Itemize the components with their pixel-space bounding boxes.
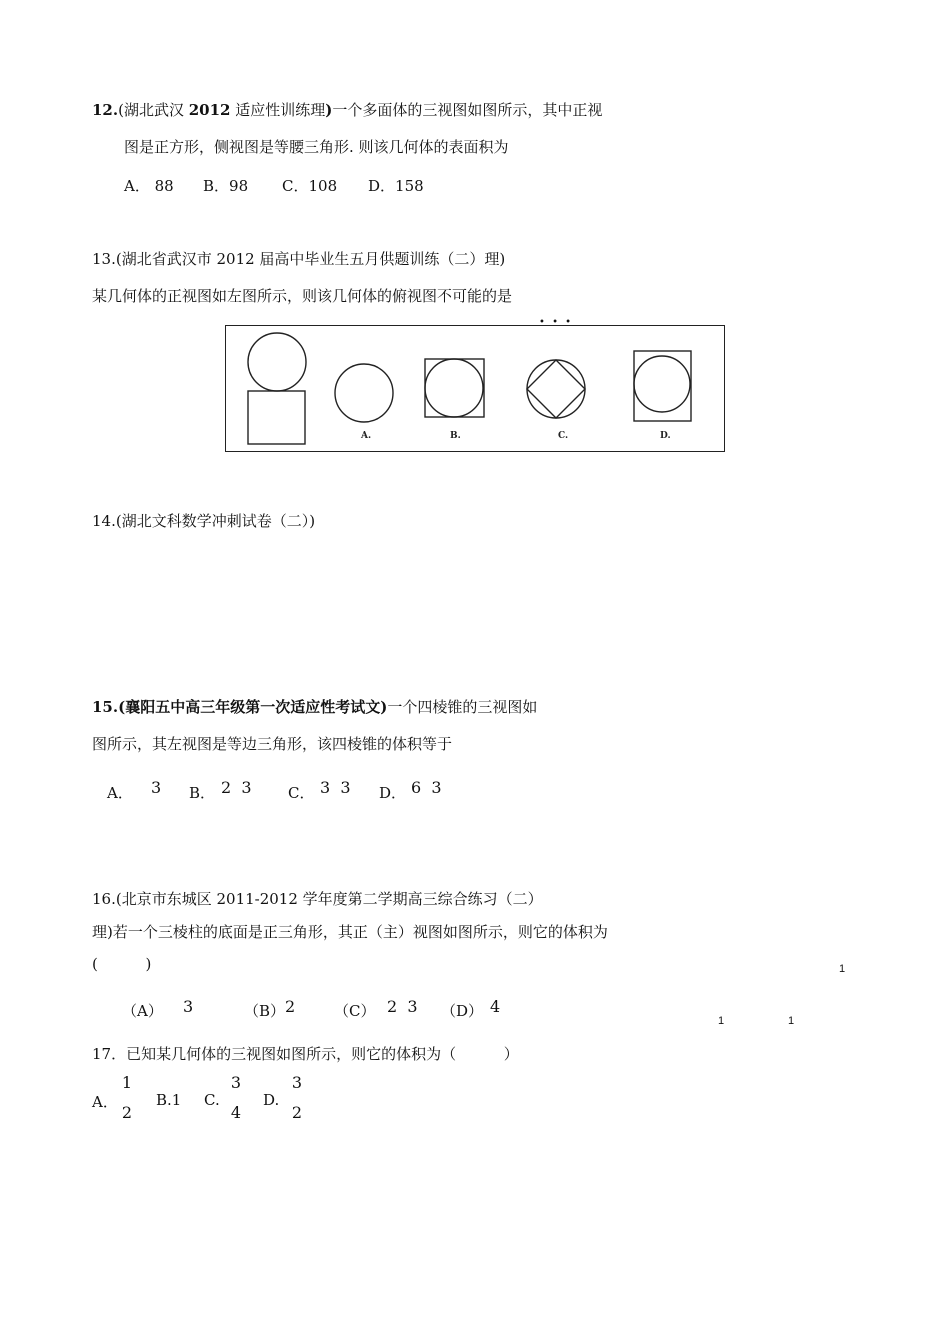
- q13-figure: [225, 325, 725, 452]
- q17-option-d-label: D.: [263, 1091, 280, 1109]
- q12-option-c: C．108: [282, 177, 338, 195]
- option-c-circle: [527, 360, 585, 418]
- q12-option-b: B．98: [203, 177, 249, 195]
- q17-option-c-numerator: 3: [230, 1073, 242, 1092]
- front-view-circle: [248, 333, 306, 391]
- q16-option-b-value: 2: [285, 997, 296, 1016]
- q12-paren: ): [325, 101, 333, 119]
- q13-text: 某几何体的正视图如左图所示，则该几何体的俯视图不可能的是: [92, 287, 513, 305]
- q16-option-d-value: 4: [490, 997, 501, 1016]
- q13-figure-dots: • • •: [539, 317, 574, 328]
- option-b-label: B.: [450, 431, 461, 441]
- q16-option-d-label: （D）: [441, 1002, 484, 1020]
- q13-header: 13.(湖北省武汉市 2012 届高中毕业生五月供题训练（二）理): [92, 250, 506, 268]
- q15-option-d-value: 6 3: [411, 778, 442, 797]
- q15-option-c-value: 3 3: [320, 778, 351, 797]
- q17-option-b: B.1: [156, 1091, 182, 1109]
- q16-option-a-value: 3: [183, 997, 194, 1016]
- q15-option-d-label: D．: [379, 784, 407, 802]
- q12-source-b: 适应性训练理: [230, 101, 326, 119]
- q15-option-b-label: B．: [189, 784, 216, 802]
- front-view-square: [248, 391, 305, 444]
- q15-number: 15.: [92, 698, 119, 716]
- q15-text-1: 一个四棱锥的三视图如: [387, 698, 538, 716]
- option-d-circle: [634, 356, 690, 412]
- q17-option-d-denominator: 2: [291, 1103, 303, 1122]
- q16-option-c-value: 2 3: [387, 997, 418, 1016]
- q15-line-2: 图所示，其左视图是等边三角形，该四棱锥的体积等于: [92, 735, 453, 753]
- q12-option-a: A． 88: [124, 177, 174, 195]
- q15-option-a-label: A．: [107, 784, 133, 802]
- option-b-circle: [425, 359, 483, 417]
- q15-source: (襄阳五中高三年级第一次适应性考试文): [118, 698, 388, 716]
- q17-option-c-label: C.: [204, 1091, 220, 1109]
- q16-line-1: 16.(北京市东城区 2011-2012 学年度第二学期高三综合练习（二）: [92, 890, 543, 908]
- q17-option-a-denominator: 2: [121, 1103, 133, 1122]
- q17-option-d-numerator: 3: [291, 1073, 303, 1092]
- q12-option-d: D．158: [368, 177, 424, 195]
- option-a-circle: [335, 364, 393, 422]
- q16-option-c-label: （C）: [334, 1002, 376, 1020]
- q16-line-2: 理)若一个三棱柱的底面是正三角形，其正（主）视图如图所示，则它的体积为: [92, 923, 608, 941]
- q16-figure-label-top: 1: [839, 963, 846, 975]
- q12-line-1: [92, 101, 602, 119]
- q16-figure-label-right: 1: [788, 1015, 795, 1027]
- q17-option-a-label: A．: [92, 1093, 118, 1111]
- q15-option-b-value: 2 3: [221, 778, 252, 797]
- q16-figure-label-left: 1: [718, 1015, 725, 1027]
- q14-header: 14.(湖北文科数学冲刺试卷（二）): [92, 512, 316, 530]
- option-d-rect: [634, 351, 691, 421]
- q16-option-b-label: （B）: [244, 1002, 286, 1020]
- q17-option-a-numerator: 1: [121, 1073, 133, 1092]
- q12-number: 12.: [92, 101, 119, 119]
- q12-line-2: 图是正方形，侧视图是等腰三角形. 则该几何体的表面积为: [124, 138, 509, 156]
- option-a-label: A.: [361, 431, 372, 441]
- q17-text: 17．已知某几何体的三视图如图所示，则它的体积为（ ）: [92, 1045, 519, 1063]
- q15-option-c-label: C．: [288, 784, 315, 802]
- q16-line-3: ( ): [92, 955, 152, 973]
- q17-option-c-denominator: 4: [230, 1103, 242, 1122]
- option-d-label: D.: [660, 431, 671, 441]
- q12-text-1: 一个多面体的三视图如图所示，其中正视: [332, 101, 603, 119]
- q13-figure-svg: [226, 326, 724, 451]
- q12-year: 2012: [188, 101, 231, 119]
- q15-line-1: [92, 698, 537, 716]
- q15-option-a-value: 3: [151, 778, 162, 797]
- q16-option-a-label: （A）: [122, 1002, 163, 1020]
- q12-source-a: (湖北武汉: [118, 101, 189, 119]
- option-c-label: C.: [558, 431, 569, 441]
